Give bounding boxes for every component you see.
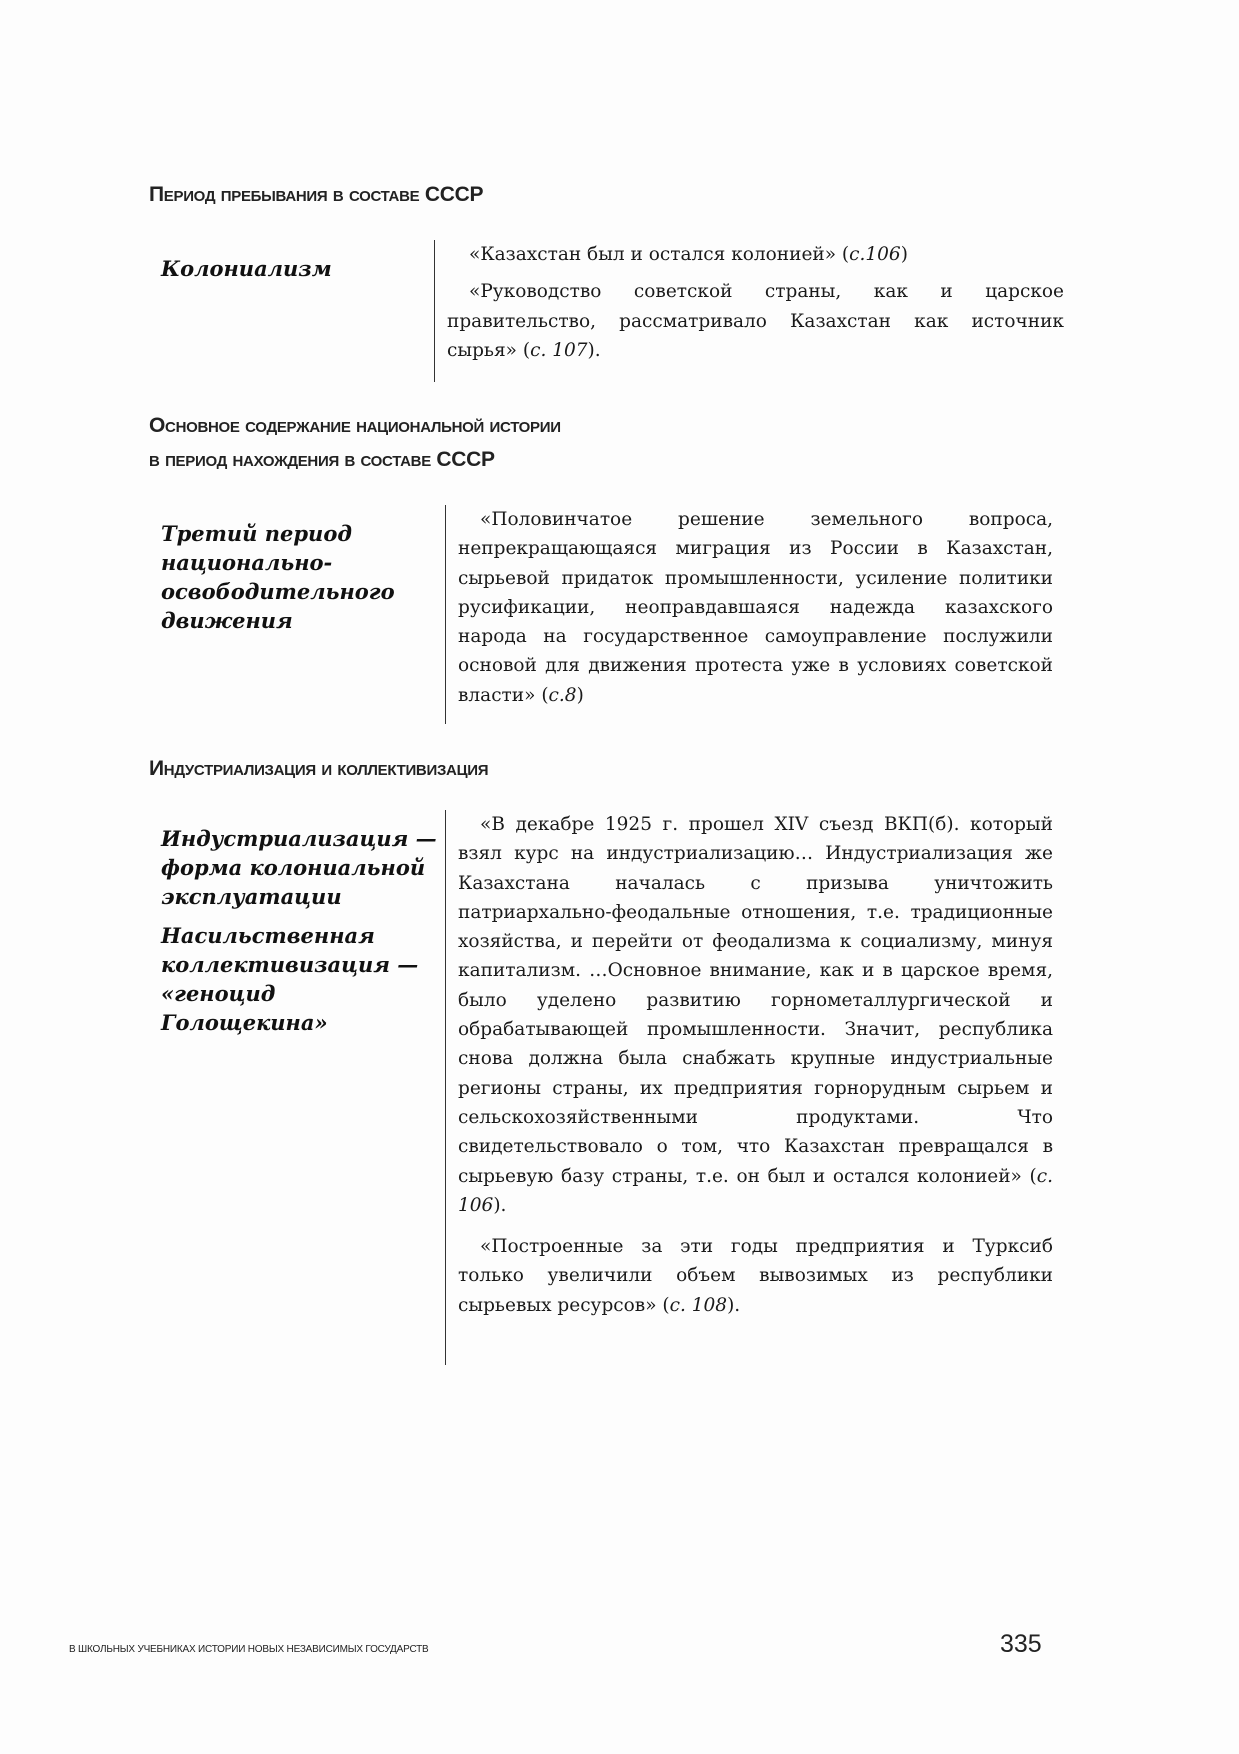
page-ref: с. 107 xyxy=(530,339,588,361)
quote-text: «Построенные за эти годы предприятия и Турксиб только увеличили объем вывозимых из республики сырьевых ресурсов» ( xyxy=(458,1236,1053,1316)
page-ref: с.106 xyxy=(849,244,901,265)
quote-end: ) xyxy=(576,684,584,706)
quote-paragraph xyxy=(458,1232,1053,1320)
quote-paragraph xyxy=(447,277,1064,365)
label-text: Насильственная коллективизация — «геноцид Голощекина» xyxy=(161,923,419,1035)
section-heading-national-history xyxy=(149,409,561,477)
heading-line: Основное содержание национальной истории xyxy=(149,414,561,437)
heading-line: в период нахождения в составе СССР xyxy=(149,448,495,471)
quote-end: ). xyxy=(727,1294,741,1316)
quote-end: ). xyxy=(587,339,601,361)
label-text: Индустриализация — форма колониальной эксплуатации xyxy=(161,826,437,909)
quote-text: «Половинчатое решение земельного вопроса, непрекращающаяся миграция из России в Казахстан, сырьевой придаток промышленности, усиление политики русификации, неоправдавшаяся надежда казахского народа на государственное самоуправление послужили основой для движения протеста уже в условиях советской власти» ( xyxy=(458,509,1053,706)
page-number: 335 xyxy=(1000,1630,1042,1658)
quote-paragraph xyxy=(458,505,1053,710)
quote-text: «В декабре 1925 г. прошел XIV съезд ВКП(б). который взял курс на индустриализацию… Индустриализация же Казахстана началась с призыва уничтожить патриархально-феодальные отношения, т.е. традиционные хозяйства, и перейти от феодализма к социализму, минуя капитализм. …Основное внимание, как и в царское время, было уделено развитию горнометаллургической и обрабатывающей промышленности. Значит, республика снова должна была снабжать крупные индустриальные регионы страны, их предприятия горнорудным сырьем и сельскохозяйственными продуктами. Что свидетельствовало о том, что Казахстан превращался в сырьевую базу страны, т.е. он был и остался колонией» ( xyxy=(458,814,1053,1187)
row-label xyxy=(161,824,446,1047)
quote-end: ). xyxy=(493,1194,507,1216)
quote-column xyxy=(445,810,1053,1365)
page-ref: с. 108 xyxy=(669,1294,728,1316)
quote-text: «Казахстан был и остался колонией» ( xyxy=(469,244,850,265)
section-heading-industrialization: Индустриализация и коллективизация xyxy=(149,757,489,780)
quote-paragraph xyxy=(458,810,1053,1220)
row-label xyxy=(161,254,411,293)
row-label xyxy=(161,519,416,645)
page-ref: с. 106 xyxy=(458,1165,1053,1216)
quote-column xyxy=(445,505,1053,724)
quote-text: «Руководство советской страны, как и царское правительство, рассматривало Казахстан как источник сырья» ( xyxy=(447,281,1064,361)
label-text: Третий период национально-освободительного движения xyxy=(161,521,395,633)
page-ref: с.8 xyxy=(548,684,577,706)
running-footer: В ШКОЛЬНЫХ УЧЕБНИКАХ ИСТОРИИ НОВЫХ НЕЗАВИСИМЫХ ГОСУДАРСТВ xyxy=(69,1644,429,1655)
quote-column xyxy=(434,240,1064,382)
section-heading-ussr-period: Период пребывания в составе СССР xyxy=(149,183,484,206)
label-text: Колониализм xyxy=(161,256,332,281)
quote-end: ) xyxy=(900,244,908,265)
quote-paragraph xyxy=(447,240,1064,269)
